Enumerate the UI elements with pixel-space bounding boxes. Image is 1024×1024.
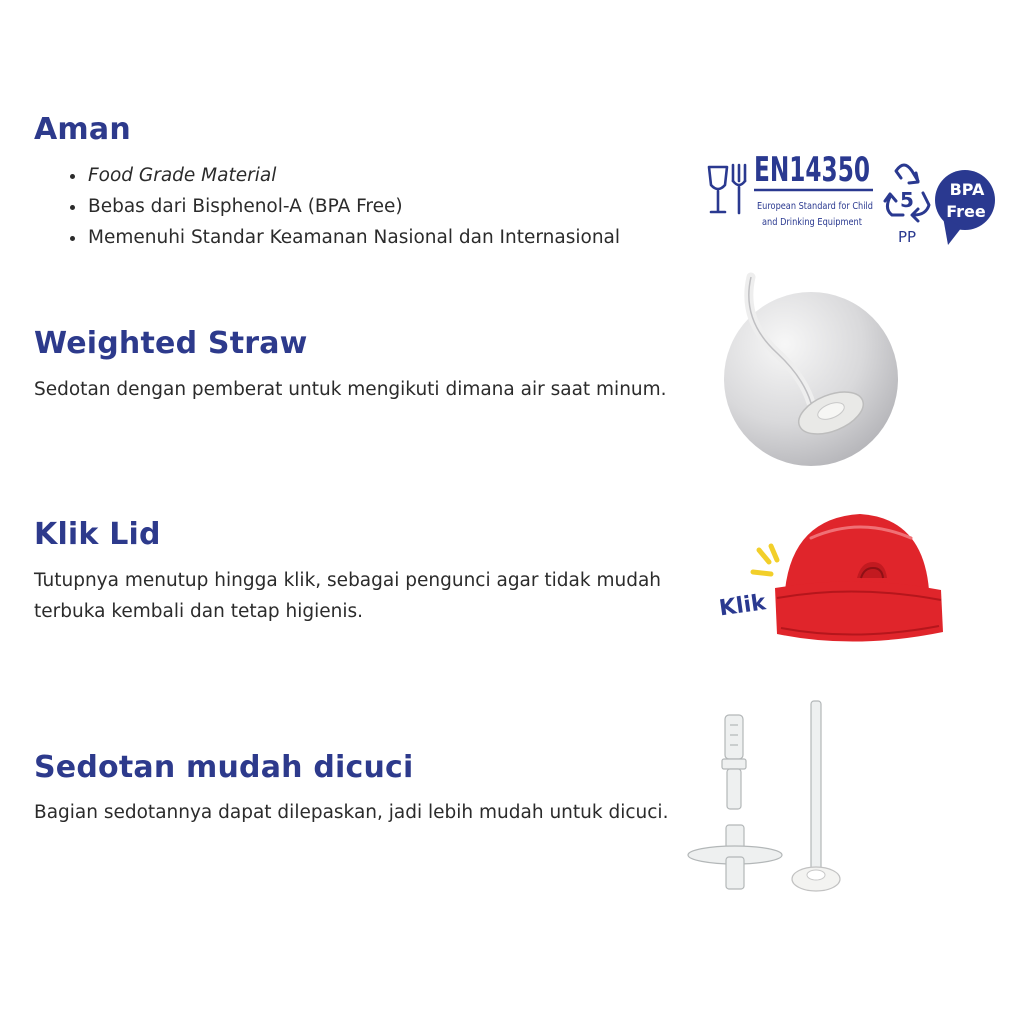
en-standard-line1: European Standard for Child: [757, 201, 873, 212]
en14350-title: EN14350: [754, 150, 870, 190]
bpa-text: BPA: [949, 180, 985, 199]
straw-tube-part: [792, 701, 840, 891]
straw-parts-image: [680, 695, 850, 895]
bullet-bpa-free: Bebas dari Bisphenol-A (BPA Free): [68, 191, 620, 222]
bpa-free-badge: [935, 170, 995, 245]
bullet-safety-standard: Memenuhi Standar Keamanan Nasional dan Internasional: [68, 222, 620, 253]
recycle-number: 5: [900, 188, 914, 212]
section-title-aman: Aman: [34, 112, 131, 147]
straw-valve-part: [722, 715, 746, 809]
click-burst-icon: [753, 546, 777, 574]
section-title-klik-lid: Klik Lid: [34, 517, 161, 552]
en-standard-line2: and Drinking Equipment: [762, 217, 863, 228]
sedotan-mudah-dicuci-description: Bagian sedotannya dapat dilepaskan, jadi lebih mudah untuk dicuci.: [34, 802, 669, 823]
weighted-straw-image: [715, 275, 905, 470]
straw-base-disc-part: [688, 825, 782, 889]
cup-fork-icon: [709, 165, 745, 213]
klik-lid-image: [715, 510, 950, 655]
section-title-sedotan-mudah-dicuci: Sedotan mudah dicuci: [34, 750, 414, 785]
recycle-label: PP: [897, 228, 917, 246]
klik-label: Klik: [717, 590, 768, 622]
klik-lid-description: Tutupnya menutup hingga klik, sebagai pengunci agar tidak mudah terbuka kembali dan tetap higienis.: [34, 570, 662, 622]
section-title-weighted-straw: Weighted Straw: [34, 326, 308, 361]
certification-badges: [700, 145, 1000, 250]
red-lid-shape: [775, 514, 943, 642]
bullet-food-grade: Food Grade Material: [68, 160, 620, 191]
weighted-straw-description: Sedotan dengan pemberat untuk mengikuti dimana air saat minum.: [34, 379, 667, 400]
free-text: Free: [946, 202, 986, 221]
aman-bullet-list: [68, 160, 620, 253]
